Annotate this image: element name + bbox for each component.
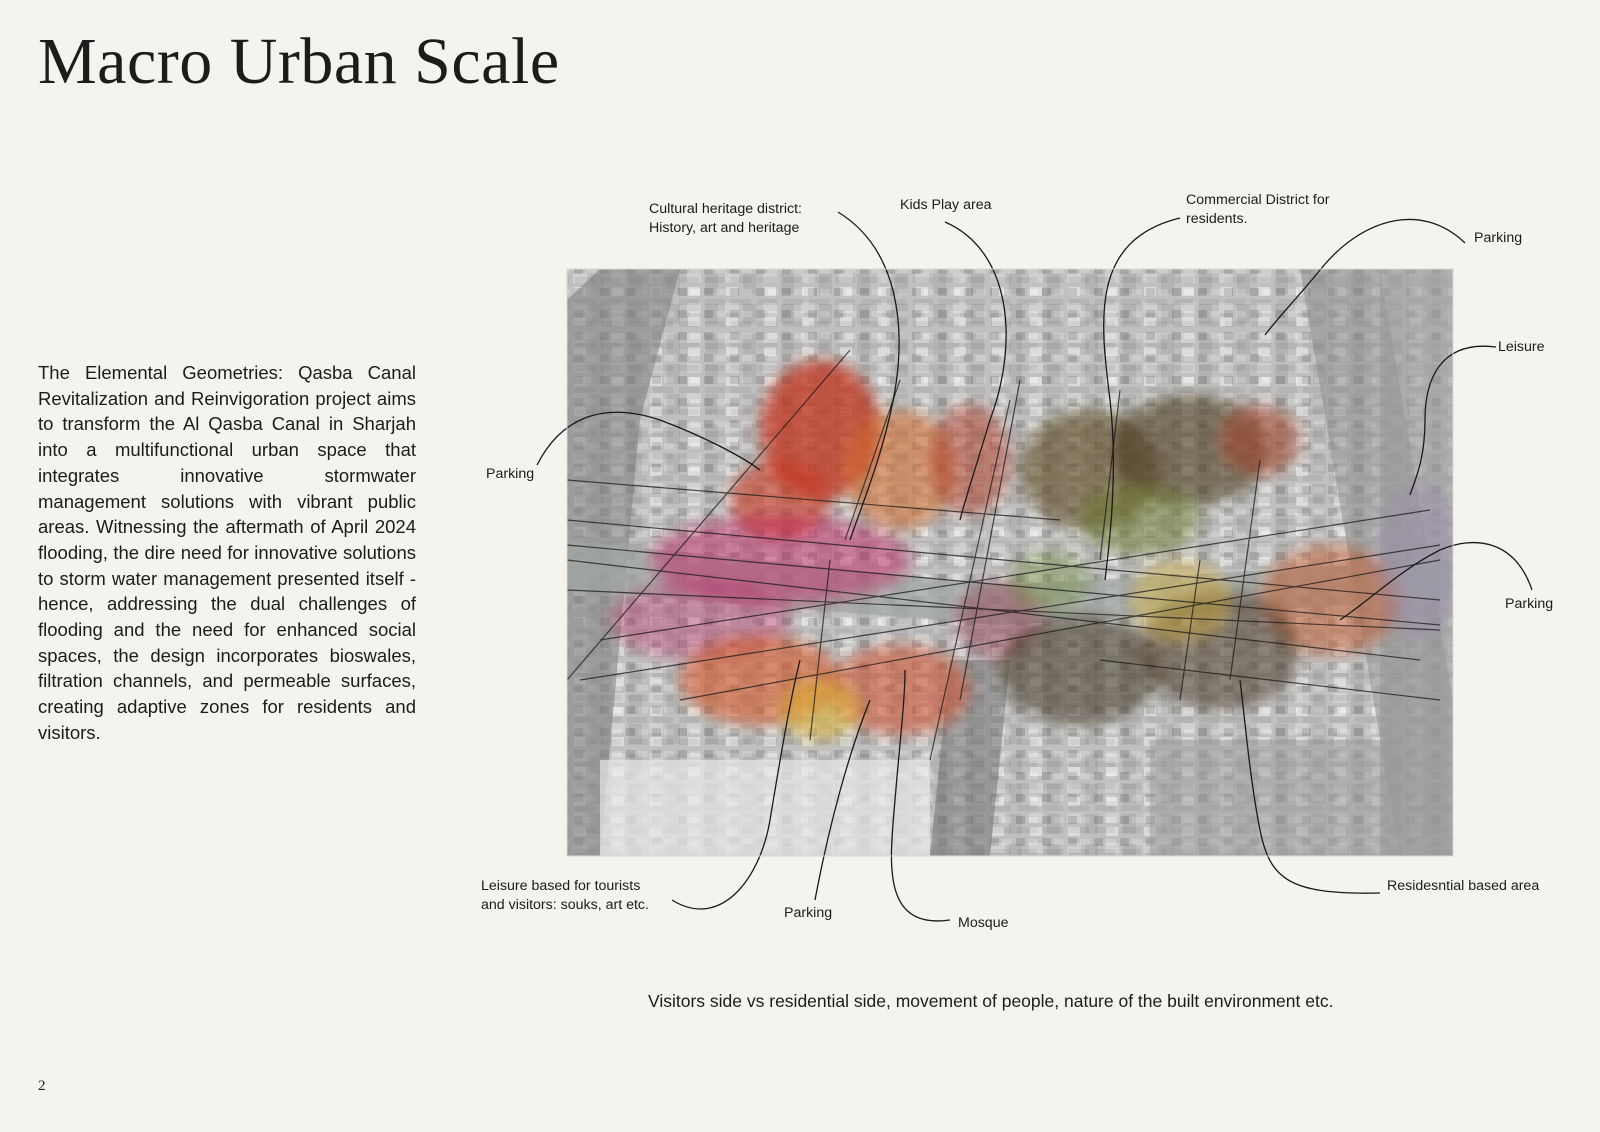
label-mosque: Mosque <box>958 915 1009 931</box>
label-line: History, art and heritage <box>649 220 800 236</box>
label-cultural-heritage <box>649 200 802 238</box>
label-line: Cultural heritage district: <box>649 201 802 217</box>
label-commercial-district <box>1186 191 1329 229</box>
diagram-caption: Visitors side vs residential side, movement of people, nature of the built environment etc. <box>648 991 1334 1011</box>
label-parking-top-right: Parking <box>1474 230 1523 246</box>
label-residential-area: Residesntial based area <box>1387 878 1540 894</box>
label-kids-play-area: Kids Play area <box>900 197 992 213</box>
page-number: 2 <box>38 1078 46 1094</box>
label-line: Commercial District for <box>1186 192 1330 208</box>
label-line: Leisure based for tourists <box>481 878 641 894</box>
page-title: Macro Urban Scale <box>38 25 560 98</box>
label-leisure-tourists <box>481 877 649 915</box>
aerial-map-image <box>567 269 1460 856</box>
project-description: The Elemental Geometries: Qasba Canal Revitalization and Reinvigoration project aims to transform the Al Qasba Canal in Sharjah into a multifunctional urban space that integrates innovative stormwater management solutions with vibrant public areas. Witnessing the aftermath of April 2024 flooding, the dire need for innovative solutions to storm water management presented itself - hence, addressing the dual challenges of flooding and the need for enhanced social spaces, the design incorporates bioswales, filtration channels, and permeable surfaces, creating adaptive zones for residents and visitors. <box>38 362 416 743</box>
label-parking-right: Parking <box>1505 596 1554 612</box>
label-parking-bottom: Parking <box>784 905 833 921</box>
label-parking-left: Parking <box>486 466 535 482</box>
label-line: residents. <box>1186 211 1248 227</box>
label-leisure: Leisure <box>1498 339 1545 355</box>
label-line: and visitors: souks, art etc. <box>481 897 649 913</box>
